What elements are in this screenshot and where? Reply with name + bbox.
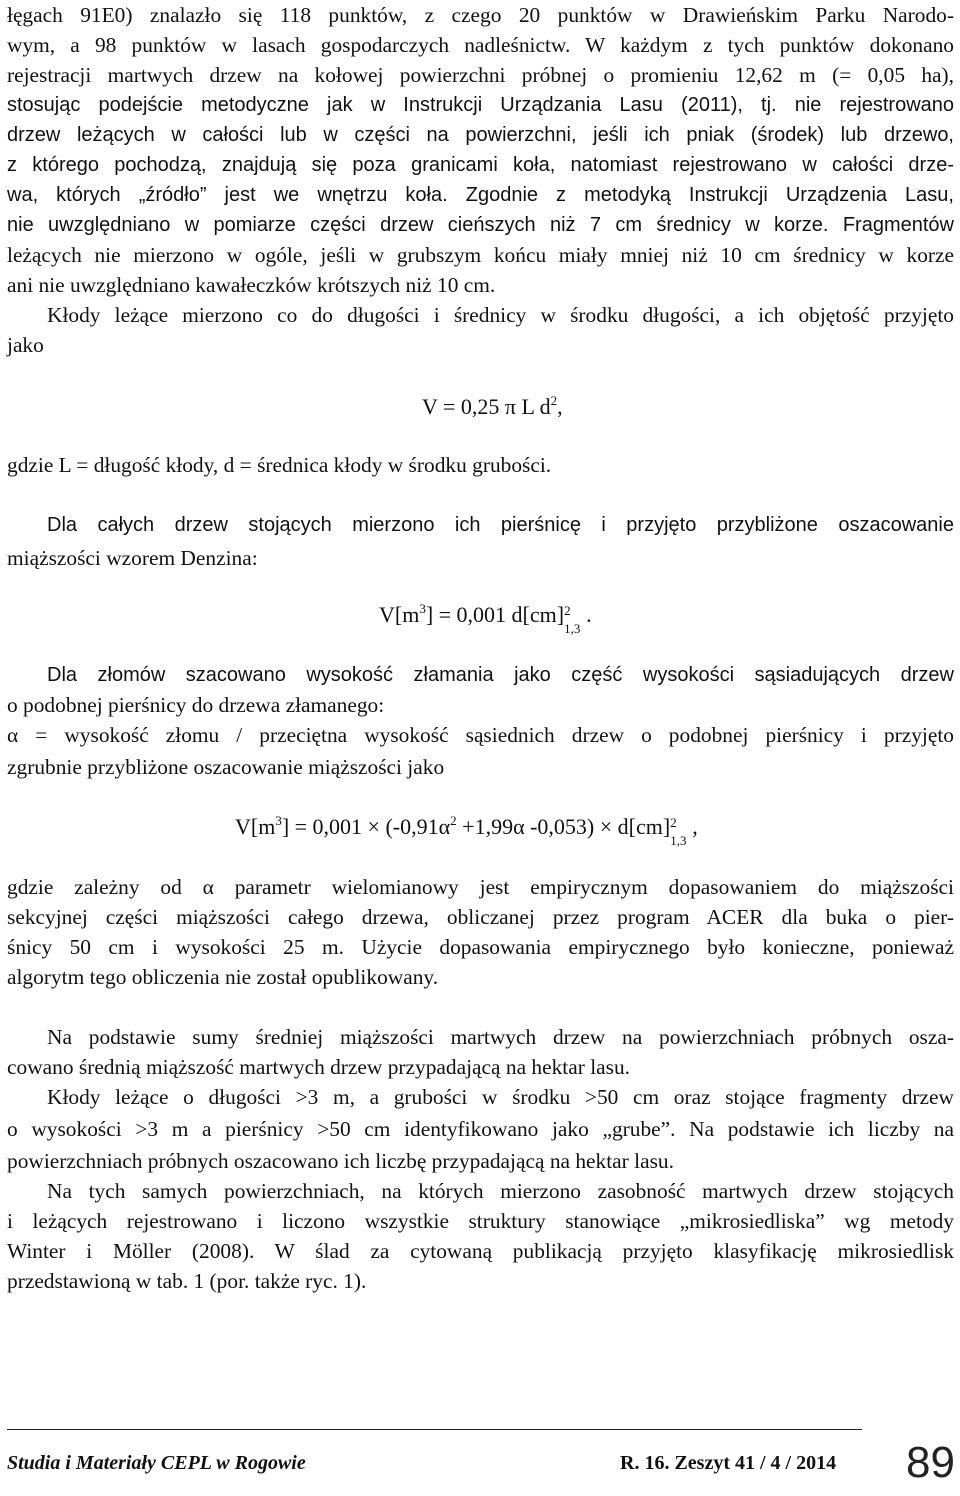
- formula-part: ,: [557, 394, 563, 419]
- text-line: Na tych samych powierzchniach, na których mierzono zasobność martwych drzew stojących: [47, 1179, 954, 1203]
- text-line: stosując podejście metodyczne jak w Instrukcji Urządzania Lasu (2011), tj. nie rejestrowano: [7, 94, 954, 116]
- text-line: gdzie zależny od α parametr wielomianowy jest empirycznym dopasowaniem do miąższości: [7, 875, 954, 899]
- text-line: wa, których „źródło” jest we wnętrzu koła. Zgodnie z metodyką Instrukcji Urządzenia Lasu,: [7, 184, 954, 206]
- text-line: nie uwzględniano w pomiarze części drzew cieńszych niż 7 cm średnicy w korze. Fragmentów: [7, 214, 954, 236]
- formula-exponent: 3: [275, 813, 282, 828]
- text-line: powierzchniach próbnych oszacowano ich liczbę przypadającą na hektar lasu.: [7, 1149, 674, 1173]
- text-line: o wysokości >3 m a pierśnicy >50 cm identyfikowano jako „grube”. Na podstawie ich liczby na: [7, 1117, 954, 1141]
- formula-log-volume: [422, 392, 563, 422]
- text-line: α = wysokość złomu / przeciętna wysokość sąsiednich drzew o podobnej pierśnicy i przyjęto: [7, 723, 954, 747]
- text-line: leżących nie mierzono w ogóle, jeśli w grubszym końcu miały mniej niż 10 cm średnicy w korze: [7, 243, 954, 267]
- formula-part: ,: [692, 814, 698, 839]
- formula-snag-volume: [235, 812, 698, 848]
- text-line: Kłody leżące o długości >3 m, a grubości w środku >50 cm oraz stojące fragmenty drzew: [47, 1085, 954, 1109]
- text-line: przedstawioną w tab. 1 (por. także ryc. 1).: [7, 1269, 367, 1293]
- text-line: wym, a 98 punktów w lasach gospodarczych nadleśnictw. W każdym z tych punktów dokonano: [7, 33, 954, 57]
- text-line: rejestracji martwych drzew na kołowej powierzchni próbnej o promieniu 12,62 m (= 0,05 ha),: [7, 63, 954, 87]
- footer-divider: [7, 1429, 862, 1430]
- formula-exponent: 2: [450, 813, 457, 828]
- formula-denzin: [379, 600, 592, 636]
- text-line: śnicy 50 cm i wysokości 25 m. Użycie dopasowania empirycznego było konieczne, ponieważ: [7, 935, 954, 959]
- text-line: Dla całych drzew stojących mierzono ich pierśnicę i przyjęto przybliżone oszacowanie: [47, 514, 954, 536]
- formula-part: V[m: [379, 602, 420, 627]
- journal-title: Studia i Materiały CEPL w Rogowie: [7, 1452, 306, 1474]
- text-line: o podobnej pierśnicy do drzewa złamanego:: [7, 693, 385, 717]
- text-line: Winter i Möller (2008). W ślad za cytowaną publikacją przyjęto klasyfikację mikrosiedlisk: [7, 1239, 954, 1263]
- formula-subscript: 1,3: [670, 833, 687, 848]
- text-line: Dla złomów szacowano wysokość złamania jako część wysokości sąsiadujących drzew: [47, 664, 954, 686]
- formula-exponent: 2: [670, 815, 677, 830]
- text-line: Na podstawie sumy średniej miąższości martwych drzew na powierzchniach próbnych osza-: [47, 1025, 954, 1049]
- text-line: gdzie L = długość kłody, d = średnica kłody w środku grubości.: [7, 453, 552, 477]
- formula-subscript: 1,3: [564, 621, 581, 636]
- text-line: miąższości wzorem Denzina:: [7, 546, 258, 570]
- text-line: cowano średnią miąższość martwych drzew przypadającą na hektar lasu.: [7, 1055, 631, 1079]
- text-line: Kłody leżące mierzono co do długości i średnicy w środku długości, a ich objętość przyjęto: [47, 303, 954, 327]
- formula-subsup: [564, 603, 586, 636]
- formula-part: ] = 0,001 × (-0,91α: [281, 814, 451, 839]
- formula-exponent: 2: [564, 603, 571, 618]
- text-line: drzew leżących w całości lub w części na powierzchni, jeśli ich pniak (środek) lub drzewo,: [7, 124, 954, 146]
- formula-exponent: 3: [419, 601, 426, 616]
- formula-part: V[m: [235, 814, 276, 839]
- formula-part: .: [586, 602, 592, 627]
- formula-part: +1,99α -0,053) × d[cm]: [456, 814, 671, 839]
- formula-exponent: 2: [550, 393, 558, 408]
- formula-part: ] = 0,001 d[cm]: [425, 602, 565, 627]
- issue-info: R. 16. Zeszyt 41 / 4 / 2014: [620, 1452, 837, 1474]
- text-line: jako: [7, 333, 44, 357]
- formula-subsup: [670, 815, 692, 848]
- page-number: 89: [906, 1438, 955, 1487]
- text-line: zgrubnie przybliżone oszacowanie miąższości jako: [7, 755, 445, 779]
- text-line: łęgach 91E0) znalazło się 118 punktów, z czego 20 punktów w Drawieńskim Parku Narodo-: [7, 3, 954, 27]
- text-line: sekcyjnej części miąższości całego drzewa, obliczanej przez program ACER dla buka o pier-: [7, 905, 954, 929]
- text-line: ani nie uwzględniano kawałeczków krótszych niż 10 cm.: [7, 273, 496, 297]
- text-line: algorytm tego obliczenia nie został opublikowany.: [7, 965, 439, 989]
- text-line: i leżących rejestrowano i liczono wszystkie struktury stanowiące „mikrosiedliska” wg metody: [7, 1209, 954, 1233]
- text-line: z którego pochodzą, znajdują się poza granicami koła, natomiast rejestrowano w całości drze-: [7, 154, 954, 176]
- formula-part: V = 0,25 π L d: [422, 394, 551, 419]
